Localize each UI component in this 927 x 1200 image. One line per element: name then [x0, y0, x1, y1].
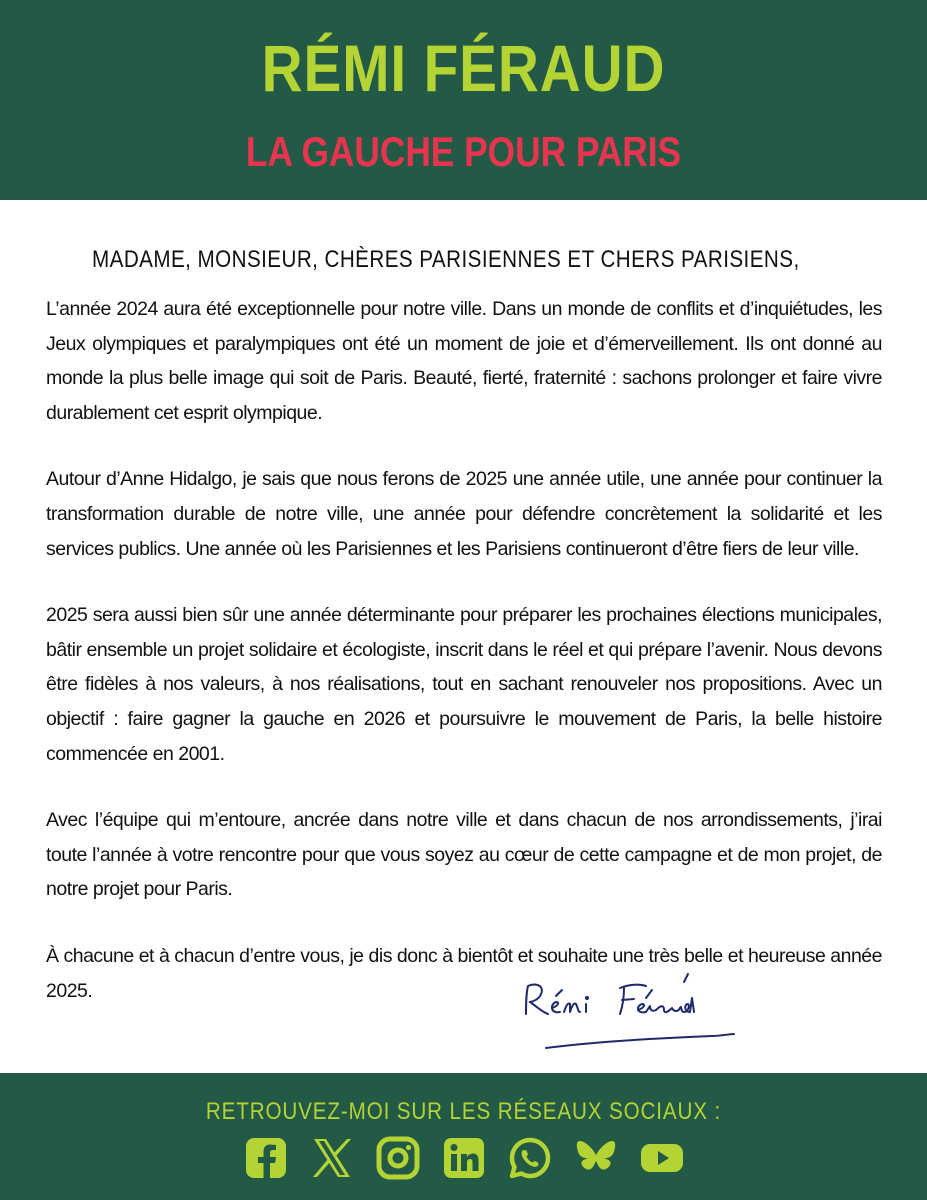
letter-body: [46, 240, 882, 1040]
youtube-icon[interactable]: [639, 1135, 685, 1181]
footer-banner: [0, 1073, 927, 1200]
instagram-icon[interactable]: [375, 1135, 421, 1181]
campaign-slogan: LA GAUCHE POUR PARIS: [245, 128, 682, 175]
handwritten-signature: [512, 968, 752, 1058]
social-links: [0, 1135, 927, 1181]
x-icon[interactable]: [309, 1135, 355, 1181]
paragraph-3: 2025 sera aussi bien sûr une année déterminante pour préparer les prochaines élections municipales, bâtir ensemble un projet solidaire et écologiste, inscrit dans le réel et qui prépare l’avenir. Nous devons être fidèles à nos valeurs, à nos réalisations, tout en sachant renouveler nos propositions. Avec un objectif : faire gagner la gauche en 2026 et poursuivre le mouvement de Paris, la belle histoire commencée en 2001.: [46, 604, 882, 765]
header-banner: [0, 0, 927, 200]
paragraph-4: Avec l’équipe qui m’entoure, ancrée dans notre ville et dans chacun de nos arrondissements, j’irai toute l’année à votre rencontre pour que vous soyez au cœur de cette campagne et de mon projet, de notre projet pour Paris.: [46, 809, 882, 901]
paragraph-1: L’année 2024 aura été exceptionnelle pour notre ville. Dans un monde de conflits et d’inquiétudes, les Jeux olympiques et paralympiques ont été un moment de joie et d’émerveillement. Ils ont donné au monde la plus belle image qui soit de Paris. Beauté, fierté, fraternité : sachons prolonger et faire vivre durablement cet esprit olympique.: [46, 298, 882, 424]
paragraph-2: Autour d’Anne Hidalgo, je sais que nous ferons de 2025 une année utile, une année pour continuer la transformation durable de notre ville, une année pour défendre concrètement la solidarité et les services publics. Une année où les Parisiennes et les Parisiens continueront d’être fiers de leur ville.: [46, 468, 882, 560]
paragraph-5: À chacune et à chacun d’entre vous, je dis donc à bientôt et souhaite une très belle et heureuse année 2025.: [46, 944, 882, 1002]
candidate-name: RÉMI FÉRAUD: [261, 31, 666, 105]
letter-greeting: MADAME, MONSIEUR, CHÈRES PARISIENNES ET CHERS PARISIENS,: [92, 246, 800, 273]
whatsapp-icon[interactable]: [507, 1135, 553, 1181]
follow-me-label: RETROUVEZ-MOI SUR LES RÉSEAUX SOCIAUX :: [205, 1098, 722, 1125]
linkedin-icon[interactable]: [441, 1135, 487, 1181]
bluesky-icon[interactable]: [573, 1135, 619, 1181]
facebook-icon[interactable]: [243, 1135, 289, 1181]
